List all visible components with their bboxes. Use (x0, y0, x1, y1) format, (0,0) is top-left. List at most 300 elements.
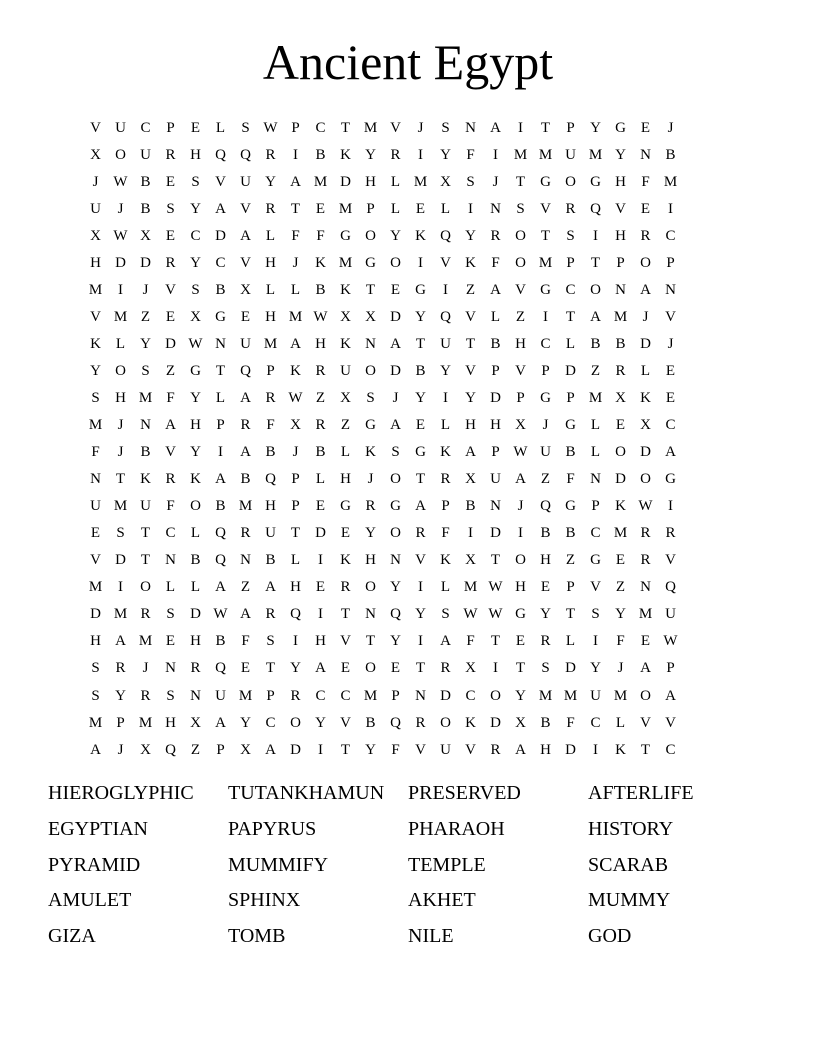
grid-letter: S (141, 362, 150, 379)
grid-letter: I (468, 200, 473, 217)
grid-letter: Y (540, 606, 551, 623)
grid-letter: N (465, 119, 476, 136)
grid-letter: O (115, 146, 126, 163)
grid-letter: M (638, 606, 653, 623)
grid-letter: O (440, 714, 451, 731)
grid-letter: Q (165, 741, 176, 758)
grid-letter: D (115, 254, 126, 271)
grid-letter: N (390, 552, 401, 569)
grid-letter: E (640, 200, 651, 217)
grid-letter: R (440, 471, 451, 488)
grid-letter: C (265, 714, 276, 731)
grid-letter: P (666, 254, 675, 271)
grid-letter: P (166, 119, 175, 136)
grid-letter: G (190, 362, 201, 379)
grid-letter: A (490, 281, 501, 298)
grid-row (83, 195, 733, 222)
grid-letter: T (490, 633, 501, 650)
grid-letter: V (665, 714, 676, 731)
grid-letter: X (140, 741, 151, 758)
grid-letter: F (91, 444, 100, 461)
grid-letter: S (266, 633, 275, 650)
grid-letter: M (88, 714, 103, 731)
grid-letter: R (490, 227, 501, 244)
grid-letter: A (265, 741, 276, 758)
grid-letter: Y (265, 173, 276, 190)
grid-letter: W (263, 119, 278, 136)
grid-letter: S (366, 389, 375, 406)
grid-letter: L (440, 579, 451, 596)
grid-letter: W (638, 498, 653, 515)
grid-letter: R (115, 660, 126, 677)
grid-letter: M (538, 146, 553, 163)
grid-row (83, 601, 733, 628)
grid-letter: N (140, 417, 151, 434)
grid-letter: N (615, 281, 626, 298)
grid-letter: F (166, 498, 175, 515)
grid-letter: E (415, 417, 426, 434)
grid-letter: B (190, 552, 201, 569)
grid-letter: Z (140, 308, 151, 325)
grid-letter: I (443, 389, 448, 406)
grid-letter: X (515, 714, 526, 731)
grid-letter: Y (90, 362, 101, 379)
grid-letter: J (517, 498, 524, 515)
grid-letter: X (340, 389, 351, 406)
grid-letter: D (490, 389, 501, 406)
grid-letter: M (113, 308, 128, 325)
grid-letter: Q (440, 308, 451, 325)
grid-letter: R (390, 146, 401, 163)
grid-letter: M (613, 687, 628, 704)
grid-letter: R (665, 525, 676, 542)
grid-letter: U (440, 741, 451, 758)
grid-letter: V (615, 200, 626, 217)
grid-row (83, 574, 733, 601)
word-bank-item: HIEROGLYPHIC (48, 782, 194, 804)
grid-letter: E (390, 660, 401, 677)
grid-letter: Y (190, 254, 201, 271)
grid-letter: Y (290, 660, 301, 677)
grid-letter: S (441, 606, 450, 623)
grid-letter: H (540, 552, 551, 569)
grid-letter: Q (390, 606, 401, 623)
grid-letter: I (593, 633, 598, 650)
grid-letter: A (390, 417, 401, 434)
grid-letter: E (615, 417, 626, 434)
grid-letter: D (140, 254, 151, 271)
grid-letter: D (115, 552, 126, 569)
grid-letter: T (515, 173, 526, 190)
grid-letter: V (240, 200, 251, 217)
grid-letter: O (290, 714, 301, 731)
grid-letter: K (140, 471, 151, 488)
grid-letter: T (290, 200, 301, 217)
grid-letter: K (465, 714, 476, 731)
grid-letter: D (440, 687, 451, 704)
grid-letter: L (590, 444, 601, 461)
grid-letter: F (166, 389, 175, 406)
grid-letter: S (391, 444, 400, 461)
grid-letter: G (590, 552, 601, 569)
grid-letter: Y (190, 389, 201, 406)
grid-letter: I (318, 606, 323, 623)
grid-letter: T (515, 660, 526, 677)
word-bank-item: TUTANKHAMUN (228, 782, 385, 804)
grid-letter: D (215, 227, 226, 244)
grid-letter: A (640, 660, 651, 677)
grid-letter: O (615, 444, 626, 461)
grid-letter: R (640, 525, 651, 542)
grid-letter: J (117, 444, 124, 461)
grid-letter: X (290, 417, 301, 434)
grid-letter: L (215, 389, 226, 406)
grid-letter: T (565, 606, 576, 623)
grid-letter: M (413, 173, 428, 190)
grid-letter: O (390, 525, 401, 542)
grid-letter: Y (390, 579, 401, 596)
grid-letter: Y (415, 606, 426, 623)
word-bank-item: TEMPLE (408, 853, 486, 876)
grid-letter: S (166, 606, 175, 623)
grid-letter: H (515, 579, 526, 596)
grid-letter: C (190, 227, 201, 244)
grid-letter: G (390, 498, 401, 515)
grid-letter: C (590, 525, 601, 542)
grid-letter: I (668, 498, 673, 515)
grid-letter: B (315, 281, 326, 298)
grid-letter: A (465, 444, 476, 461)
grid-letter: Q (540, 498, 551, 515)
grid-letter: D (490, 525, 501, 542)
grid-letter: I (293, 633, 298, 650)
grid-letter: B (140, 173, 151, 190)
grid-row (83, 249, 733, 276)
grid-row (83, 412, 733, 439)
grid-letter: U (240, 173, 251, 190)
grid-letter: L (190, 579, 201, 596)
grid-letter: L (565, 335, 576, 352)
grid-letter: A (265, 579, 276, 596)
grid-letter: P (291, 498, 300, 515)
grid-letter: A (215, 579, 226, 596)
grid-letter: W (113, 227, 128, 244)
grid-letter: U (590, 687, 601, 704)
grid-letter: T (415, 471, 426, 488)
grid-letter: M (313, 173, 328, 190)
grid-letter: K (340, 335, 351, 352)
grid-letter: F (441, 525, 450, 542)
grid-letter: C (665, 741, 676, 758)
grid-letter: X (240, 741, 251, 758)
grid-letter: H (90, 254, 101, 271)
grid-letter: R (165, 471, 176, 488)
grid-letter: E (540, 579, 551, 596)
word-bank-item: PYRAMID (48, 853, 141, 876)
grid-letter: N (640, 579, 651, 596)
grid-letter: E (165, 308, 176, 325)
grid-letter: X (90, 146, 101, 163)
grid-letter: K (315, 254, 326, 271)
grid-letter: B (565, 444, 576, 461)
grid-letter: A (515, 741, 526, 758)
grid-letter: R (165, 254, 176, 271)
grid-letter: E (665, 389, 676, 406)
grid-letter: O (365, 579, 376, 596)
grid-letter: X (615, 389, 626, 406)
grid-letter: S (566, 227, 575, 244)
grid-letter: V (440, 254, 451, 271)
grid-letter: A (215, 471, 226, 488)
grid-letter: R (165, 146, 176, 163)
grid-letter: T (490, 552, 501, 569)
grid-letter: E (240, 308, 251, 325)
grid-letter: G (565, 498, 576, 515)
grid-letter: I (318, 552, 323, 569)
grid-letter: R (315, 362, 326, 379)
grid-letter: S (541, 660, 550, 677)
grid-letter: M (138, 389, 153, 406)
grid-letter: W (313, 308, 328, 325)
grid-letter: P (216, 417, 225, 434)
grid-letter: H (165, 714, 176, 731)
grid-letter: N (490, 200, 501, 217)
grid-letter: N (190, 687, 201, 704)
grid-row (83, 682, 733, 709)
grid-letter: T (640, 741, 651, 758)
grid-letter: T (115, 471, 126, 488)
grid-letter: U (440, 335, 451, 352)
grid-letter: E (315, 498, 326, 515)
grid-letter: I (418, 254, 423, 271)
grid-letter: T (340, 741, 351, 758)
grid-letter: V (165, 444, 176, 461)
grid-letter: Q (240, 146, 251, 163)
grid-letter: M (88, 579, 103, 596)
grid-letter: R (265, 606, 276, 623)
grid-row (83, 168, 733, 195)
grid-letter: I (418, 579, 423, 596)
grid-letter: Y (365, 525, 376, 542)
grid-letter: Y (465, 389, 476, 406)
grid-row (83, 114, 733, 141)
grid-letter: C (565, 281, 576, 298)
grid-letter: Q (390, 714, 401, 731)
grid-letter: M (138, 633, 153, 650)
grid-letter: L (490, 308, 501, 325)
grid-row (83, 222, 733, 249)
grid-letter: M (88, 281, 103, 298)
grid-letter: D (290, 741, 301, 758)
grid-letter: P (291, 119, 300, 136)
grid-letter: H (190, 146, 201, 163)
grid-letter: M (563, 687, 578, 704)
grid-letter: I (518, 119, 523, 136)
grid-letter: A (165, 417, 176, 434)
grid-letter: K (440, 552, 451, 569)
grid-letter: O (140, 579, 151, 596)
grid-letter: V (515, 362, 526, 379)
grid-letter: V (465, 362, 476, 379)
word-bank-item: PHARAOH (408, 817, 505, 840)
grid-letter: N (415, 687, 426, 704)
grid-letter: W (513, 444, 528, 461)
grid-letter: O (490, 687, 501, 704)
grid-letter: H (315, 633, 326, 650)
grid-letter: D (565, 660, 576, 677)
grid-letter: Y (590, 119, 601, 136)
grid-letter: Y (190, 200, 201, 217)
grid-letter: R (540, 633, 551, 650)
grid-letter: P (266, 362, 275, 379)
grid-letter: Q (265, 471, 276, 488)
grid-letter: U (240, 335, 251, 352)
grid-letter: J (292, 444, 299, 461)
grid-letter: G (415, 444, 426, 461)
grid-letter: P (566, 254, 575, 271)
grid-letter: B (215, 633, 226, 650)
grid-letter: S (466, 173, 475, 190)
grid-row (83, 330, 733, 357)
grid-letter: R (565, 200, 576, 217)
grid-letter: A (90, 741, 101, 758)
grid-letter: S (91, 687, 100, 704)
grid-letter: G (365, 417, 376, 434)
grid-letter: I (118, 281, 123, 298)
grid-letter: A (290, 335, 301, 352)
grid-letter: I (593, 741, 598, 758)
grid-letter: H (340, 471, 351, 488)
grid-letter: R (315, 417, 326, 434)
grid-letter: H (615, 173, 626, 190)
grid-letter: R (265, 389, 276, 406)
grid-letter: E (165, 173, 176, 190)
grid-letter: Z (465, 281, 476, 298)
grid-letter: W (488, 606, 503, 623)
grid-letter: H (90, 633, 101, 650)
grid-letter: E (340, 660, 351, 677)
grid-letter: V (390, 119, 401, 136)
grid-letter: Q (215, 146, 226, 163)
grid-letter: T (415, 660, 426, 677)
grid-letter: C (315, 687, 326, 704)
grid-letter: U (565, 146, 576, 163)
grid-letter: P (566, 389, 575, 406)
grid-letter: A (240, 227, 251, 244)
grid-letter: A (590, 308, 601, 325)
grid-letter: W (288, 389, 303, 406)
grid-letter: E (415, 200, 426, 217)
grid-letter: B (615, 335, 626, 352)
grid-letter: B (265, 444, 276, 461)
grid-letter: E (390, 281, 401, 298)
grid-letter: Z (190, 741, 201, 758)
word-bank-item: NILE (408, 925, 454, 948)
grid-letter: J (392, 389, 399, 406)
grid-letter: M (113, 498, 128, 515)
grid-letter: M (363, 687, 378, 704)
grid-letter: L (165, 579, 176, 596)
word-bank-item: AKHET (408, 889, 476, 912)
grid-letter: V (590, 579, 601, 596)
grid-letter: R (240, 525, 251, 542)
grid-letter: R (290, 687, 301, 704)
grid-letter: E (190, 119, 201, 136)
grid-letter: R (140, 687, 151, 704)
grid-letter: B (215, 281, 226, 298)
grid-letter: Y (390, 633, 401, 650)
grid-letter: W (463, 606, 478, 623)
grid-letter: G (665, 471, 676, 488)
grid-letter: C (315, 119, 326, 136)
grid-letter: Y (465, 227, 476, 244)
grid-letter: F (241, 633, 250, 650)
grid-letter: B (590, 335, 601, 352)
grid-row (83, 466, 733, 493)
grid-letter: P (291, 471, 300, 488)
grid-letter: R (640, 227, 651, 244)
grid-letter: D (340, 173, 351, 190)
grid-letter: X (90, 227, 101, 244)
grid-letter: G (540, 389, 551, 406)
grid-letter: M (238, 498, 253, 515)
grid-letter: A (415, 498, 426, 515)
grid-row (83, 357, 733, 384)
grid-letter: S (191, 281, 200, 298)
grid-letter: N (165, 552, 176, 569)
grid-letter: V (90, 119, 101, 136)
grid-letter: K (615, 741, 626, 758)
grid-letter: I (443, 281, 448, 298)
grid-letter: B (465, 498, 476, 515)
grid-letter: M (538, 254, 553, 271)
grid-letter: Y (615, 606, 626, 623)
grid-letter: X (640, 417, 651, 434)
word-bank (48, 778, 768, 957)
grid-letter: V (465, 308, 476, 325)
grid-letter: P (566, 579, 575, 596)
grid-letter: O (640, 687, 651, 704)
grid-letter: S (241, 119, 250, 136)
grid-letter: G (340, 227, 351, 244)
grid-letter: M (588, 146, 603, 163)
grid-letter: H (190, 633, 201, 650)
grid-letter: Q (215, 660, 226, 677)
grid-letter: G (515, 606, 526, 623)
grid-letter: J (542, 417, 549, 434)
grid-letter: Q (590, 200, 601, 217)
word-bank-item: EGYPTIAN (48, 817, 148, 840)
grid-letter: H (315, 335, 326, 352)
grid-letter: L (565, 633, 576, 650)
grid-letter: T (590, 254, 601, 271)
grid-letter: A (440, 633, 451, 650)
grid-letter: X (465, 471, 476, 488)
grid-letter: U (540, 444, 551, 461)
grid-letter: R (240, 417, 251, 434)
grid-letter: B (565, 525, 576, 542)
grid-letter: N (665, 281, 676, 298)
grid-letter: W (213, 606, 228, 623)
grid-letter: X (515, 417, 526, 434)
grid-letter: Y (365, 741, 376, 758)
grid-letter: V (465, 741, 476, 758)
grid-letter: D (640, 335, 651, 352)
grid-letter: O (515, 254, 526, 271)
grid-letter: L (290, 552, 301, 569)
grid-letter: A (240, 389, 251, 406)
grid-letter: T (465, 335, 476, 352)
